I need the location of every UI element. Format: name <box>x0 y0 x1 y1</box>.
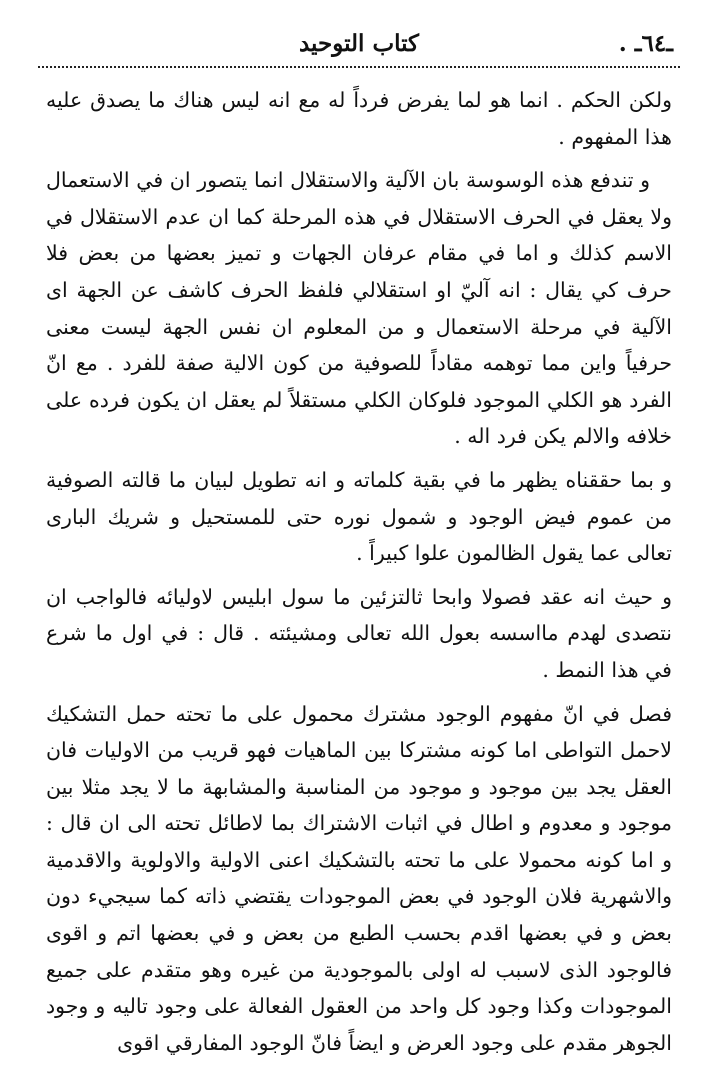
running-title: كتاب التوحيد <box>298 30 419 57</box>
page-number: ـ٦٤ـ . <box>618 30 673 57</box>
page-header <box>45 30 673 64</box>
paragraph: ولكن الحكم . انما هو لما يفرض فرداً له مع انه ليس هناك ما يصدق عليه هذا المفهوم . <box>46 88 672 149</box>
paragraph: و تندفع هذه الوسوسة بان الآلية والاستقلال انما يتصور ان في الاستعمال ولا يعقل في الحرف الاستقلال في هذه المرحلة كما ان عدم الاستقلال في الاسم كذلك و اما في مقام عرفان الجهات و تميز بعضها من بعض فلا حرف كي يقال : انه آليّ او استقلالي فلفظ الحرف كاشف عن الجهة اى الآلية في مرحلة الاستعمال و من المعلوم ان نفس الجهة ليست معنى حرفياً واين مما توهمه مقاداً للصوفية من كون الالية صفة للفرد . مع انّ الفرد هو الكلي الموجود فلوكان الكلي مستقلاً لم يعقل ان يكون فرده على خلافه والالم يكن فرد اله . <box>46 168 672 449</box>
paragraph: فصل في انّ مفهوم الوجود مشترك محمول على ما تحته حمل التشكيك لاحمل التواطى اما كونه مشتركا بين الماهيات فهو قريب من الاوليات فان العقل يجد بين موجود و موجود من المناسبة والمشابهة ما لا يجد مثلا بين موجود و معدوم و اطال في اثبات الاشتراك بما لاطائل تحته الى ان قال : و اما كونه محمولا على ما تحته بالتشكيك اعنى الاولية والاولوية والاقدمية والاشهرية فلان الوجود في بعض الموجودات يقتضي ذاته كما سيجيء دون بعض و في بعضها اقدم بحسب الطبع من بعض و في بعضها اتم و اقوى فالوجود الذى لاسبب له اولى بالموجودية من غيره وهو متقدم على جميع الموجودات وكذا وجود كل واحد من العقول الفعالة على وجود تاليه و وجود الجوهر مقدم على وجود العرض و ايضاً فانّ الوجود المفارقي اقوى <box>46 701 672 1055</box>
paragraph: و حيث انه عقد فصولا وابحا ثالتزئين ما سول ابليس لاوليائه فالواجب ان نتصدى لهدم مااسسه بعول الله تعالى ومشيئته . قال : في اول ما شرع في هذا النمط . <box>46 584 672 682</box>
body-text <box>46 82 672 1068</box>
paragraph: و بما حققناه يظهر ما في بقية كلماته و انه تطويل لبيان ما قالته الصوفية من عموم فيض الوجود و شمول نوره حتى للمستحيل و شريك البارى تعالى عما يقول الظالمون علوا كبيراً . <box>46 467 672 566</box>
header-divider <box>38 66 680 68</box>
